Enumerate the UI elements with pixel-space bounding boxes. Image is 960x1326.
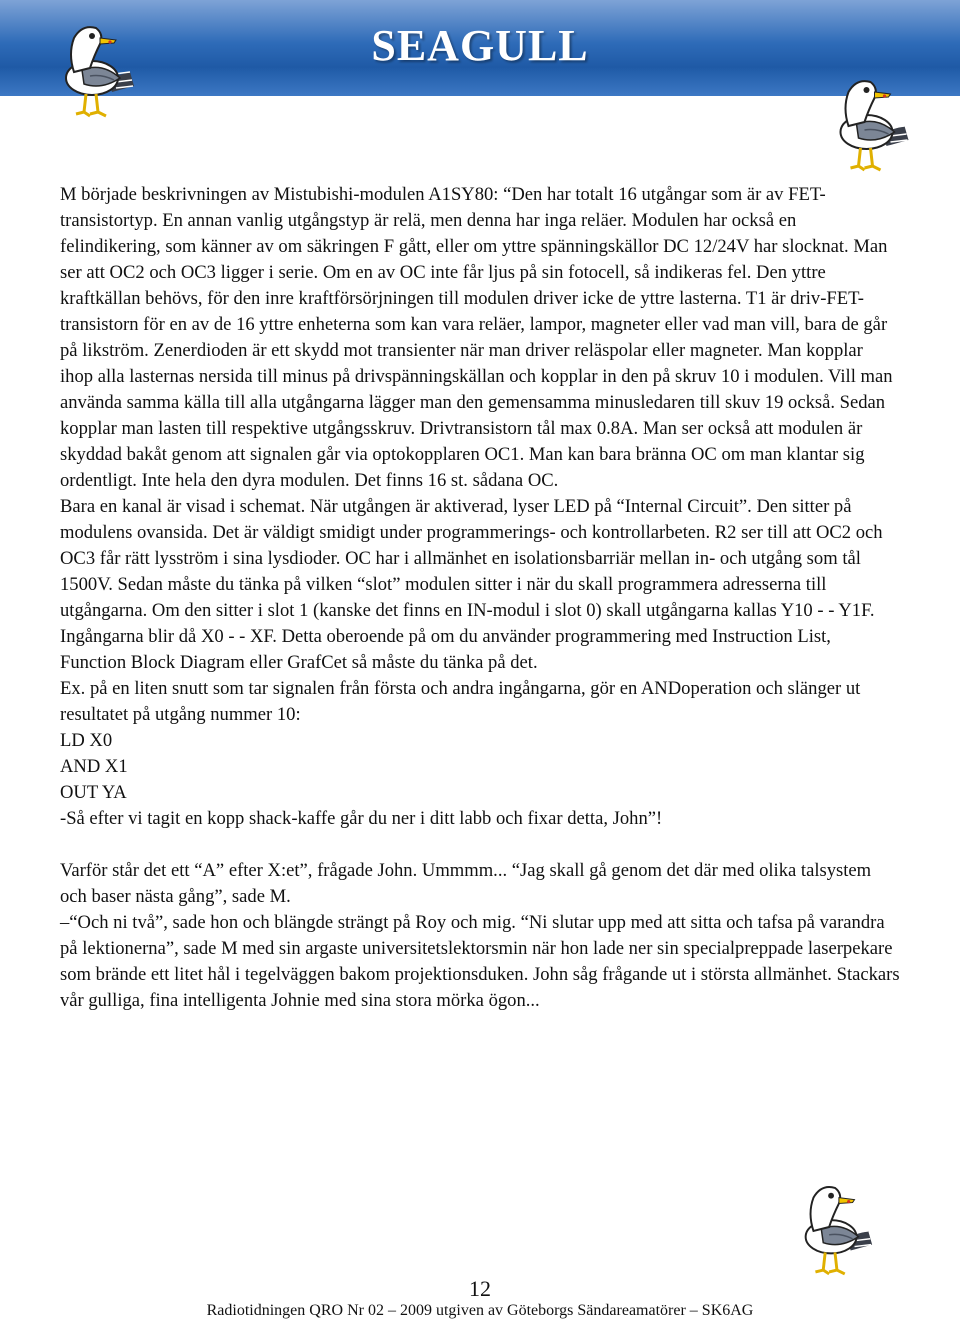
paragraph-intro: M började beskrivningen av Mistubishi-modulen A1SY80: “Den har totalt 16 utgångar som är av FET-transistortyp. En annan vanlig utgångstyp är relä, men denna har inga reläer. Modulen har också en felindikering, som känner av om säkringen F gått, eller om yttre spänningskällor DC 12/24V har slocknat. Man ser att OC2 och OC3 ligger i serie. Om en av OC inte får ljus på sin fotocell, så indikeras fel. Den yttre kraftkällan behövs, för den inre kraftförsörjningen till modulen driver icke de yttre lasterna. T1 är driv-FET-transistorn för en av de 16 yttre enheterna som kan vara reläer, lampor, magneter eller vad man vill, bara de går på likström. Zenerdioden är ett skydd mot transienter när man driver reläspolar eller magneter. Man kopplar ihop alla lasternas nersida till minus på drivspänningskällan och kopplar in den på skruv 10 i modulen. Vill man använda samma källa till alla utgångarna lägger man den gemensamma minusledaren till skuv 19 också. Sedan kopplar man lasten till respektive utgångsskruv. Drivtransistorn tål max 0.8A. Man ser också att modulen är skyddad bakåt genom att signalen går via optokopplaren OC1. Man kan bara bränna OC om man klantar sig ordentligt. Inte hela den dyra modulen. Det finns 16 st. sådana OC. [60, 184, 893, 491]
paragraph-channel: Bara en kanal är visad i schemat. När utgången är aktiverad, lyser LED på “Internal Circuit”. Den sitter på modulens ovansida. Det är väldigt smidigt under programmerings- och kontrollarbeten. R2 ser till att OC2 och OC3 får rätt lysström i sina lysdioder. OC har i allmänhet en isolationsbarriär mellan in- och utgång som tål 1500V. Sedan måste du tänka på vilken “slot” modulen sitter i när du skall programmera adresserna till utgångarna. Om den sitter i slot 1 (kanske det finns en IN-modul i slot 0) skall utgångarna kallas Y10 - - Y1F. Ingångarna blir då X0 - - XF. Detta oberoende på om du använder programmering med Instruction List, Function Block Diagram eller GrafCet så måste du tänka på det. [60, 496, 883, 673]
paragraph-ending: –“Och ni två”, sade hon och blängde strängt på Roy och mig. “Ni slutar upp med att sitta och tafsa på varandra på lektionerna”, sade M med sin argaste universitetslektorsmin när hon lade ner sin specialpreppade laserpekare som brände ett litet hål i tegelväggen bakom projektionsduken. John såg frågande ut i största allmänhet. Stackars vår gulliga, fina intelligenta Johnie med sina stora mörka ögon... [60, 912, 900, 1011]
page-title: SEAGULL [371, 21, 589, 70]
paragraph-example: Ex. på en liten snutt som tar signalen från första och andra ingångarna, gör en ANDoperation och slänger ut resultatet på utgång nummer 10: [60, 678, 861, 725]
seagull-icon [50, 12, 140, 124]
page-header [0, 0, 960, 96]
seagull-icon [790, 1172, 878, 1282]
paragraph-coffee: -Så efter vi tagit en kopp shack-kaffe går du ner i ditt labb och fixar detta, John”! [60, 808, 663, 829]
seagull-icon [822, 66, 917, 178]
code-line-2: AND X1 [60, 756, 128, 777]
footer-text: Radiotidningen QRO Nr 02 – 2009 utgiven av Göteborgs Sändareamatörer – SK6AG [206, 1302, 754, 1319]
paragraph-question: Varför står det ett “A” efter X:et”, frågade John. Ummmm... “Jag skall gå genom det där med olika talsystem och baser nästa gång”, sade M. [60, 860, 872, 907]
page-number: 12 [469, 1276, 491, 1301]
blank-line [60, 832, 900, 858]
code-line-1: LD X0 [60, 730, 113, 751]
code-line-3: OUT YA [60, 782, 127, 803]
article-body [60, 182, 900, 1014]
